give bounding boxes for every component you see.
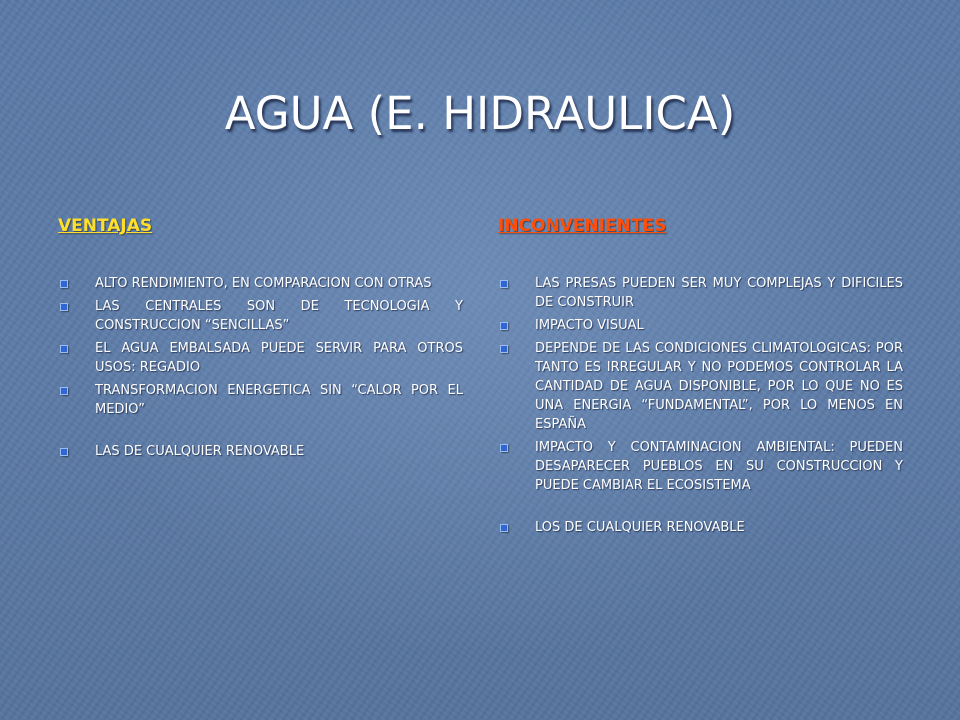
- bullet-icon: [500, 444, 508, 452]
- bullet-icon: [60, 303, 68, 311]
- list-item: [58, 381, 463, 419]
- pros-list: [58, 274, 463, 461]
- list-item-text: IMPACTO Y CONTAMINACION AMBIENTAL: PUEDEN DESAPARECER PUEBLOS EN SU CONSTRUCCION Y PUEDE CAMBIAR EL ECOSISTEMA: [535, 440, 903, 493]
- list-item-text: LAS DE CUALQUIER RENOVABLE: [95, 444, 305, 459]
- list-item-text: TRANSFORMACION ENERGETICA SIN “CALOR POR EL MEDIO”: [95, 383, 463, 417]
- cons-column: [498, 214, 903, 541]
- list-item: [58, 442, 463, 461]
- bullet-icon: [60, 387, 68, 395]
- bullet-icon: [500, 524, 508, 532]
- bullet-icon: [500, 322, 508, 330]
- list-item: [498, 518, 903, 537]
- bullet-icon: [60, 280, 68, 288]
- list-item-text: LOS DE CUALQUIER RENOVABLE: [535, 520, 745, 535]
- cons-list: [498, 274, 903, 537]
- list-item: [58, 339, 463, 377]
- list-item-text: ALTO RENDIMIENTO, EN COMPARACION CON OTRAS: [95, 276, 432, 291]
- pros-heading: VENTAJAS: [58, 216, 153, 236]
- list-item-text: IMPACTO VISUAL: [535, 318, 644, 333]
- pros-column: [58, 214, 463, 465]
- list-item: [58, 274, 463, 293]
- list-item: [58, 297, 463, 335]
- list-item: [498, 274, 903, 312]
- slide-title: AGUA (E. HIDRAULICA): [224, 87, 736, 140]
- bullet-icon: [60, 345, 68, 353]
- list-item-text: LAS PRESAS PUEDEN SER MUY COMPLEJAS Y DIFICILES DE CONSTRUIR: [535, 276, 903, 310]
- bullet-icon: [60, 448, 68, 456]
- list-item: [498, 316, 903, 335]
- list-item: [498, 339, 903, 434]
- bullet-icon: [500, 280, 508, 288]
- cons-heading: INCONVENIENTES: [498, 216, 667, 236]
- list-item-text: EL AGUA EMBALSADA PUEDE SERVIR PARA OTROS USOS: REGADIO: [95, 341, 463, 375]
- bullet-icon: [500, 345, 508, 353]
- list-item: [498, 438, 903, 495]
- list-item-text: LAS CENTRALES SON DE TECNOLOGIA Y CONSTRUCCION “SENCILLAS”: [95, 299, 463, 333]
- list-item-text: DEPENDE DE LAS CONDICIONES CLIMATOLOGICAS: POR TANTO ES IRREGULAR Y NO PODEMOS CONTROLAR LA CANTIDAD DE AGUA DISPONIBLE, POR LO QUE NO ES UNA ENERGIA “FUNDAMENTAL”, POR LO MENOS EN ESPAÑA: [535, 341, 903, 432]
